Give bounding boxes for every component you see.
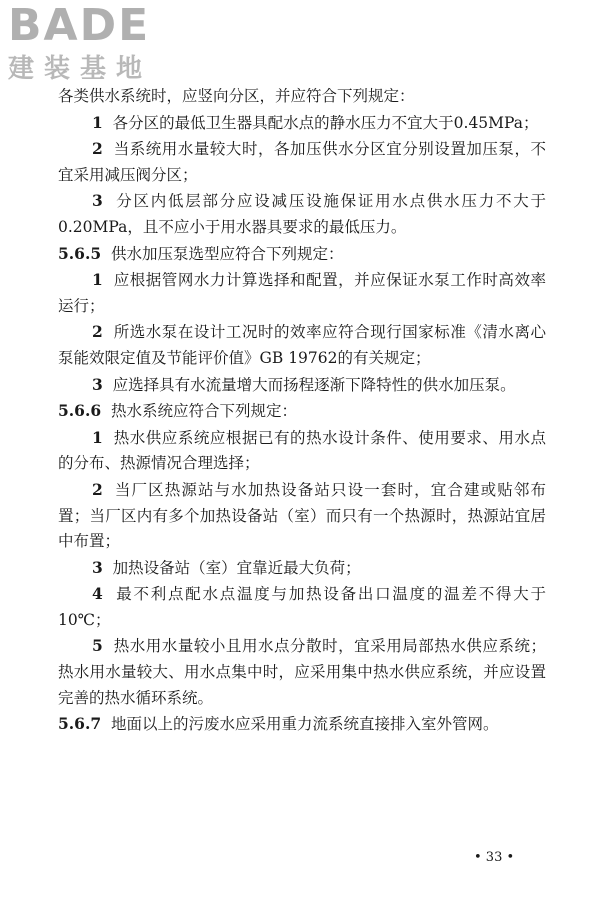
- section-text: 供水加压泵选型应符合下列规定：: [111, 244, 344, 263]
- section-number: 5.6.7: [58, 714, 102, 734]
- clause-number: 3: [92, 557, 103, 577]
- clause-text: 各分区的最低卫生器具配水点的静水压力不宜大于0.45MPa；: [112, 113, 539, 132]
- section-heading: [58, 398, 546, 425]
- clause-item: [58, 372, 546, 399]
- section-text: 热水系统应符合下列规定：: [111, 402, 298, 421]
- clause-number: 1: [92, 270, 103, 290]
- clause-item: [58, 581, 546, 633]
- clause-text: 当厂区热源站与水加热设备站只设一套时，宜合建或贴邻布置；当厂区内有多个加热设备站（室）而只有一个热源时，热源站宜居中布置；: [58, 480, 546, 551]
- section-heading: [58, 241, 546, 268]
- document-body: [58, 84, 546, 738]
- clause-number: 2: [92, 139, 103, 159]
- clause-number: 5: [92, 636, 103, 656]
- clause-text: 应选择具有水流量增大而扬程逐渐下降特性的供水加压泵。: [112, 375, 516, 394]
- clause-number: 2: [92, 479, 103, 499]
- paragraph-text: 各类供水系统时，应竖向分区，并应符合下列规定：: [58, 87, 415, 105]
- clause-text: 所选水泵在设计工况时的效率应符合现行国家标准《清水离心泵能效限定值及节能评价值》GB 19762的有关规定；: [58, 323, 546, 367]
- logo-subtitle: 建装基地: [8, 54, 153, 84]
- clause-text: 加热设备站（室）宜靠近最大负荷；: [112, 558, 361, 577]
- clause-item: [58, 110, 546, 137]
- clause-number: 3: [92, 191, 103, 211]
- clause-number: 3: [92, 374, 103, 394]
- logo-brand: BADE: [8, 0, 151, 51]
- clause-number: 1: [92, 112, 103, 132]
- page-number: • 33 •: [474, 850, 515, 865]
- paragraph-intro: [58, 84, 546, 110]
- clause-item: [58, 477, 546, 555]
- section-number: 5.6.6: [58, 401, 102, 421]
- clause-number: 2: [92, 322, 103, 342]
- clause-item: [58, 188, 546, 240]
- clause-text: 最不利点配水点温度与加热设备出口温度的温差不得大于10℃；: [58, 585, 546, 629]
- clause-item: [58, 555, 546, 582]
- clause-item: [58, 425, 546, 477]
- clause-text: 应根据管网水力计算选择和配置，并应保证水泵工作时高效率运行；: [58, 271, 546, 315]
- clause-item: [58, 136, 546, 188]
- section-number: 5.6.5: [58, 243, 102, 263]
- section-heading: [58, 711, 546, 738]
- clause-item: [58, 319, 546, 371]
- clause-number: 1: [92, 427, 103, 447]
- clause-item: [58, 633, 546, 711]
- logo: [8, 0, 188, 92]
- clause-item: [58, 267, 546, 319]
- clause-number: 4: [92, 584, 103, 604]
- clause-text: 热水供应系统应根据已有的热水设计条件、使用要求、用水点的分布、热源情况合理选择；: [58, 428, 546, 473]
- section-text: 地面以上的污废水应采用重力流系统直接排入室外管网。: [111, 715, 499, 734]
- clause-text: 热水用水量较小且用水点分散时，宜采用局部热水供应系统；热水用水量较大、用水点集中时，应采用集中热水供应系统，并应设置完善的热水循环系统。: [58, 637, 546, 707]
- clause-text: 分区内低层部分应设减压设施保证用水点供水压力不大于0.20MPa，且不应小于用水器具要求的最低压力。: [58, 192, 546, 236]
- clause-text: 当系统用水量较大时，各加压供水分区宜分别设置加压泵，不宜采用减压阀分区；: [58, 140, 546, 184]
